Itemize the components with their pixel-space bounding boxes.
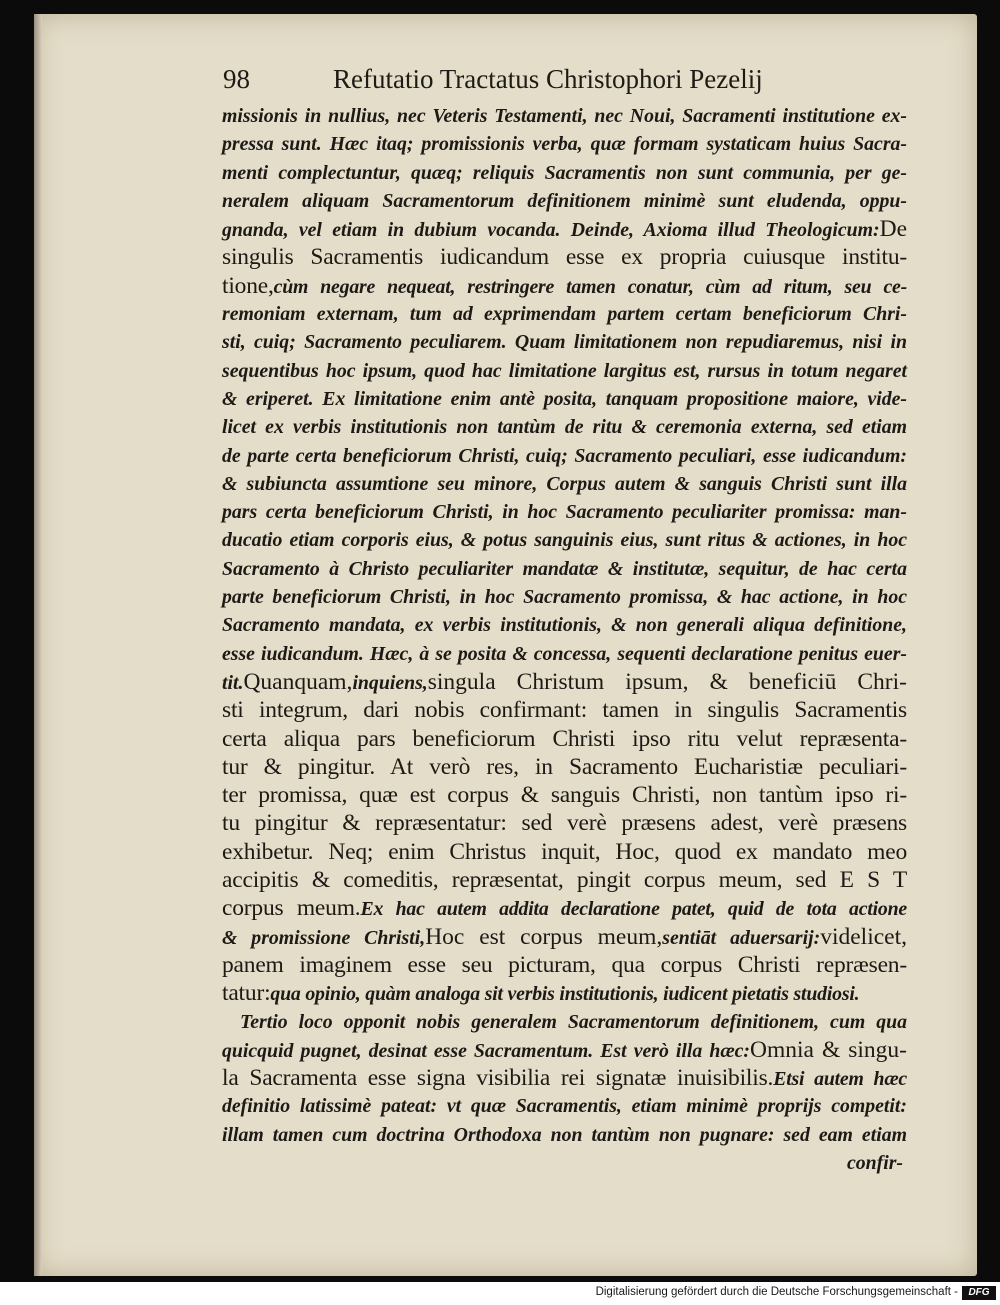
text-segment: remoniam externam, tum ad exprimendam partem certam beneficiorum Chri- xyxy=(222,303,907,326)
catchword xyxy=(222,1149,907,1177)
text-segment: Quanquam, xyxy=(243,668,353,695)
text-line xyxy=(222,809,907,837)
text-line xyxy=(222,215,907,243)
page-gutter-shadow xyxy=(34,14,42,1276)
text-segment: sti integrum, dari nobis confirmant: tamen in singulis Sacramentis xyxy=(222,697,907,724)
text-segment: neralem aliquam Sacramentorum definitionem minimè sunt eludenda, oppu- xyxy=(222,189,907,212)
text-line xyxy=(222,130,907,158)
page-number: 98 xyxy=(223,64,250,94)
text-line xyxy=(222,781,907,809)
text-line xyxy=(222,894,907,922)
text-segment: gnanda, vel etiam in dubium vocanda. Deinde, Axioma illud Theologicum: xyxy=(222,219,880,242)
text-line xyxy=(222,272,907,300)
text-segment: panem imaginem esse seu picturam, qua corpus Christi repræsen- xyxy=(222,951,907,978)
text-segment: & subiuncta assumtione seu minore, Corpus autem & sanguis Christi sunt illa xyxy=(222,472,907,495)
text-line xyxy=(222,951,907,979)
text-line xyxy=(222,300,907,328)
text-segment: tatur: xyxy=(222,980,271,1007)
dfg-logo: DFG xyxy=(962,1286,996,1300)
text-segment: confir- xyxy=(846,1151,903,1174)
text-segment: singulis Sacramentis iudicandum esse ex propria cuiusque institu- xyxy=(222,244,907,271)
text-segment: pressa sunt. Hæc itaq; promissionis verba, quæ formam systaticam huius Sacra- xyxy=(222,133,907,156)
text-line xyxy=(222,866,907,894)
text-line xyxy=(222,470,907,498)
text-segment: singula Christum ipsum, & beneficiū Chri- xyxy=(427,668,907,695)
text-segment: sentiāt aduersarij: xyxy=(662,926,821,949)
funding-notice: Digitalisierung gefördert durch die Deutsche Forschungsgemeinschaft - xyxy=(595,1286,958,1298)
body-text xyxy=(222,102,907,1177)
text-line xyxy=(222,555,907,583)
text-segment: ducatio etiam corporis eius, & potus sanguinis eius, sunt ritus & actiones, in hoc xyxy=(222,529,907,552)
text-segment: licet ex verbis institutionis non tantùm de ritu & ceremonia externa, sed etiam xyxy=(222,416,907,439)
text-line xyxy=(222,442,907,470)
text-line xyxy=(222,1008,907,1036)
text-segment: tur & pingitur. At verò res, in Sacramento Eucharistiæ peculiari- xyxy=(222,753,907,780)
text-segment: certa aliqua pars beneficiorum Christi ipso ritu velut repræsenta- xyxy=(222,725,907,752)
text-segment: cùm negare nequeat, restringere tamen conatur, cùm ad ritum, seu ce- xyxy=(273,275,907,298)
text-line xyxy=(222,725,907,753)
text-segment: illam tamen cum doctrina Orthodoxa non tantùm non pugnare: sed eam etiam xyxy=(222,1123,907,1146)
text-segment: accipitis & comeditis, repræsentat, pingit corpus meum, sed E S T xyxy=(222,867,907,894)
text-line xyxy=(222,923,907,951)
text-line xyxy=(222,696,907,724)
text-segment: Ex hac autem addita declaratione patet, quid de tota actione xyxy=(360,898,907,921)
text-segment: Omnia & singu- xyxy=(750,1036,907,1063)
text-segment: tione, xyxy=(222,272,274,299)
text-line xyxy=(222,1064,907,1092)
text-segment: qua opinio, quàm analoga sit verbis institutionis, iudicent pietatis studiosi. xyxy=(270,983,860,1006)
text-segment: missionis in nullius, nec Veteris Testamenti, nec Noui, Sacramenti institutione ex- xyxy=(222,105,907,127)
text-line xyxy=(222,413,907,441)
text-segment: sti, cuiq; Sacramento peculiarem. Quam limitationem non repudiaremus, nisi in xyxy=(222,331,907,354)
text-line xyxy=(222,1092,907,1120)
text-segment: la Sacramenta esse signa visibilia rei signatæ inuisibilis. xyxy=(222,1065,774,1092)
text-line xyxy=(222,583,907,611)
text-segment: & promissione Christi, xyxy=(222,926,426,949)
text-segment: exhibetur. Neq; enim Christus inquit, Hoc, quod ex mandato meo xyxy=(222,838,907,865)
text-segment: de parte certa beneficiorum Christi, cuiq; Sacramento peculiari, esse iudicandum: xyxy=(222,444,907,467)
text-line xyxy=(222,243,907,271)
text-segment: Etsi autem hæc xyxy=(773,1068,907,1091)
text-segment: menti complectuntur, quæq; reliquis Sacramentis non sunt communia, per ge- xyxy=(222,161,907,184)
text-segment: sequentibus hoc ipsum, quod hac limitatione largitus est, rursus in totum negaret xyxy=(222,359,907,382)
footer-bar xyxy=(0,1282,1000,1305)
text-line xyxy=(222,357,907,385)
text-line xyxy=(222,640,907,668)
text-segment: tu pingitur & repræsentatur: sed verè præsens adest, verè præsens xyxy=(222,810,907,837)
text-line xyxy=(222,753,907,781)
text-segment: inquiens, xyxy=(352,671,428,694)
text-segment: videlicet, xyxy=(820,923,907,950)
text-line xyxy=(222,187,907,215)
running-title: Refutatio Tractatus Christophori Pezelij xyxy=(333,64,763,94)
text-segment: definitio latissimè pateat: vt quæ Sacramentis, etiam minimè proprijs competit: xyxy=(222,1095,907,1118)
text-line xyxy=(222,979,907,1007)
text-segment: quicquid pugnet, desinat esse Sacramentum. Est verò illa hæc: xyxy=(222,1039,750,1062)
text-segment: corpus meum. xyxy=(222,895,361,922)
text-line xyxy=(222,611,907,639)
text-segment: De xyxy=(879,216,907,243)
text-line xyxy=(222,498,907,526)
text-line xyxy=(222,526,907,554)
text-segment: & eriperet. Ex limitatione enim antè posita, tanquam propositione maiore, vide- xyxy=(222,387,907,410)
text-line xyxy=(222,1036,907,1064)
text-line xyxy=(222,328,907,356)
text-segment: ter promissa, quæ est corpus & sanguis Christi, non tantùm ipso ri- xyxy=(222,782,907,809)
text-line xyxy=(222,102,907,130)
text-segment: pars certa beneficiorum Christi, in hoc Sacramento peculiariter promissa: man- xyxy=(222,501,907,524)
text-segment: Tertio loco opponit nobis generalem Sacramentorum definitionem, cum qua xyxy=(240,1010,907,1033)
running-header xyxy=(223,62,923,96)
text-line xyxy=(222,838,907,866)
text-line xyxy=(222,385,907,413)
text-segment: esse iudicandum. Hæc, à se posita & concessa, sequenti declaratione penitus euer- xyxy=(222,642,907,665)
text-segment: Hoc est corpus meum, xyxy=(425,923,663,950)
text-segment: Sacramento mandata, ex verbis institutionis, & non generali aliqua definitione, xyxy=(222,614,907,637)
text-line xyxy=(222,159,907,187)
text-segment: Sacramento à Christo peculiariter mandatæ & institutæ, sequitur, de hac certa xyxy=(222,557,907,580)
text-line xyxy=(222,668,907,696)
text-segment: tit. xyxy=(222,671,244,694)
text-line xyxy=(222,1121,907,1149)
text-segment: parte beneficiorum Christi, in hoc Sacramento promissa, & hac actione, in hoc xyxy=(222,586,907,609)
